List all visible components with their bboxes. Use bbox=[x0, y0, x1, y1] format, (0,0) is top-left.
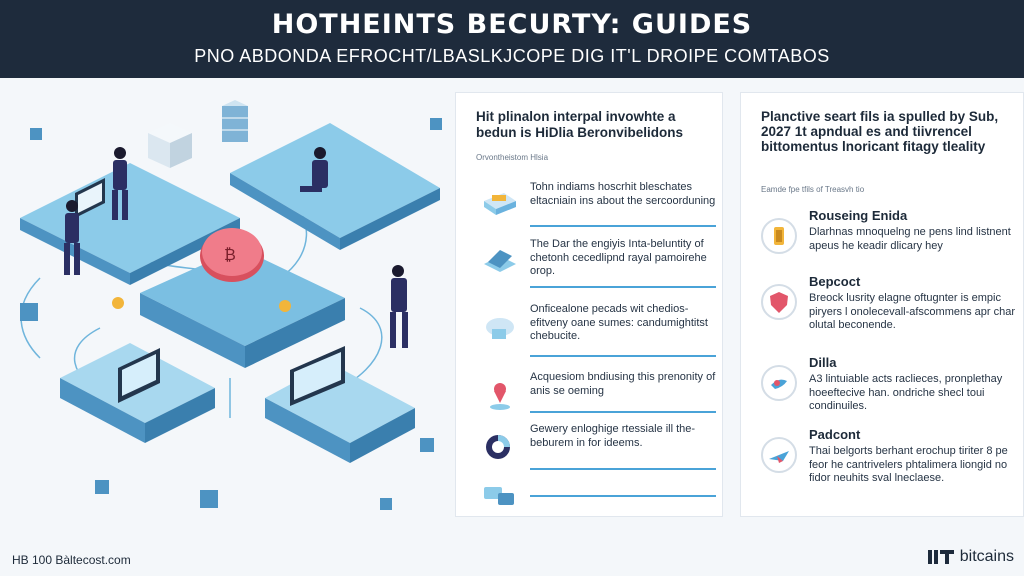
bird-icon bbox=[761, 365, 797, 401]
laptop-icon bbox=[478, 244, 520, 280]
list-item-text: Acquesiom bndiusing this prenonity of anis se oeming bbox=[530, 371, 716, 397]
list-item-text: Tohn indiams hoscrhit bleschates eltacniain ins about the sercoorduning bbox=[530, 181, 716, 207]
shield-icon bbox=[761, 284, 797, 320]
coin-icon bbox=[112, 297, 124, 309]
feature-body: Breock lusrity elagne oftugnter is empic piryers l onolecevall-afscommens apr char olutal beconende. bbox=[809, 292, 1016, 331]
coin-icon bbox=[761, 218, 797, 254]
divider bbox=[530, 286, 716, 288]
plane-icon bbox=[761, 437, 797, 473]
svg-text:₿: ₿ bbox=[224, 245, 236, 264]
panel-title: Planctive seart fils ia spulled by Sub, 2027 1t apndual es and tiivrencel bittomentus lnoricant fitagy tleality bbox=[761, 109, 999, 154]
divider bbox=[530, 495, 716, 497]
footer-source: HB 100 Bàltecost.com bbox=[12, 553, 131, 567]
feature-item bbox=[761, 355, 1021, 425]
feature-heading: Rouseing Enida bbox=[809, 208, 908, 223]
network-security-illustration bbox=[0, 78, 452, 540]
list-item bbox=[478, 303, 716, 355]
feature-body: A3 lintuiable acts raclieces, pronplethay hoeeftecive han. ondriche shecl toui condinuiles. bbox=[809, 373, 1003, 412]
feature-item bbox=[761, 208, 1021, 278]
feature-body: Thai belgorts berhant erochup tiriter 8 pe feor he cantrivelers phtalimera liongid no fidor neuhits sval lneclaese. bbox=[809, 445, 1008, 484]
cloud-icon bbox=[478, 309, 520, 345]
feature-heading: Dilla bbox=[809, 355, 837, 370]
feature-item bbox=[761, 274, 1021, 344]
page-title: HOTHEINTS BECURTY: GUIDES bbox=[271, 9, 753, 40]
pie-chart-icon bbox=[478, 429, 520, 465]
page-subtitle: PNO ABDONDA EFROCHT/LBASLKJCOPE DIG IT'L DROIPE COMTABOS bbox=[194, 46, 830, 66]
chat-icon bbox=[478, 479, 520, 515]
panel-subheading: Orvontheistom Hlsia bbox=[476, 153, 549, 162]
server-stack-icon bbox=[222, 100, 248, 142]
page-header bbox=[0, 0, 1024, 78]
list-item-text: Onficealone pecads wit chedios-efitveny oane sumes: candumightitst chebucite. bbox=[530, 303, 708, 342]
feature-heading: Bepcoct bbox=[809, 274, 861, 289]
list-item bbox=[478, 371, 716, 423]
feature-heading: Padcont bbox=[809, 427, 861, 442]
list-item bbox=[478, 238, 716, 290]
isometric-illustration bbox=[0, 78, 452, 540]
list-item-text: Gewery enloghige rtessiale ill the-beburem in for ideems. bbox=[530, 423, 696, 449]
coin-icon bbox=[279, 300, 291, 312]
logo-icon bbox=[928, 548, 956, 566]
brand-logo bbox=[928, 548, 1014, 566]
divider bbox=[530, 355, 716, 357]
list-item bbox=[478, 181, 716, 233]
platform-top-right bbox=[230, 123, 440, 250]
feature-item bbox=[761, 427, 1021, 497]
document-icon bbox=[478, 187, 520, 223]
server-box-icon bbox=[148, 123, 192, 168]
feature-body: Dlarhnas mnoquelng ne pens lind listnent apeus he keadir dlicary hey bbox=[809, 226, 1011, 252]
info-panel-right bbox=[740, 92, 1024, 517]
shield-lock-icon bbox=[200, 228, 264, 282]
list-item-text: The Dar the engiyis Inta-beluntity of chetonh cecedlipnd rayal pamoirehe orop. bbox=[530, 238, 707, 277]
list-item bbox=[478, 423, 716, 475]
info-panel-middle bbox=[455, 92, 723, 517]
location-pin-icon bbox=[478, 377, 520, 413]
panel-subheading: Eamde fpe tfils of Treasvh tio bbox=[761, 185, 865, 194]
person-figure bbox=[390, 265, 408, 348]
list-item bbox=[478, 473, 716, 525]
divider bbox=[530, 468, 716, 470]
divider bbox=[530, 225, 716, 227]
brand-name: bitcains bbox=[959, 548, 1014, 565]
panel-title: Hit plinalon interpal invowhte a bedun is HiDlia Beronvibelidons bbox=[476, 109, 684, 140]
divider bbox=[530, 411, 716, 413]
